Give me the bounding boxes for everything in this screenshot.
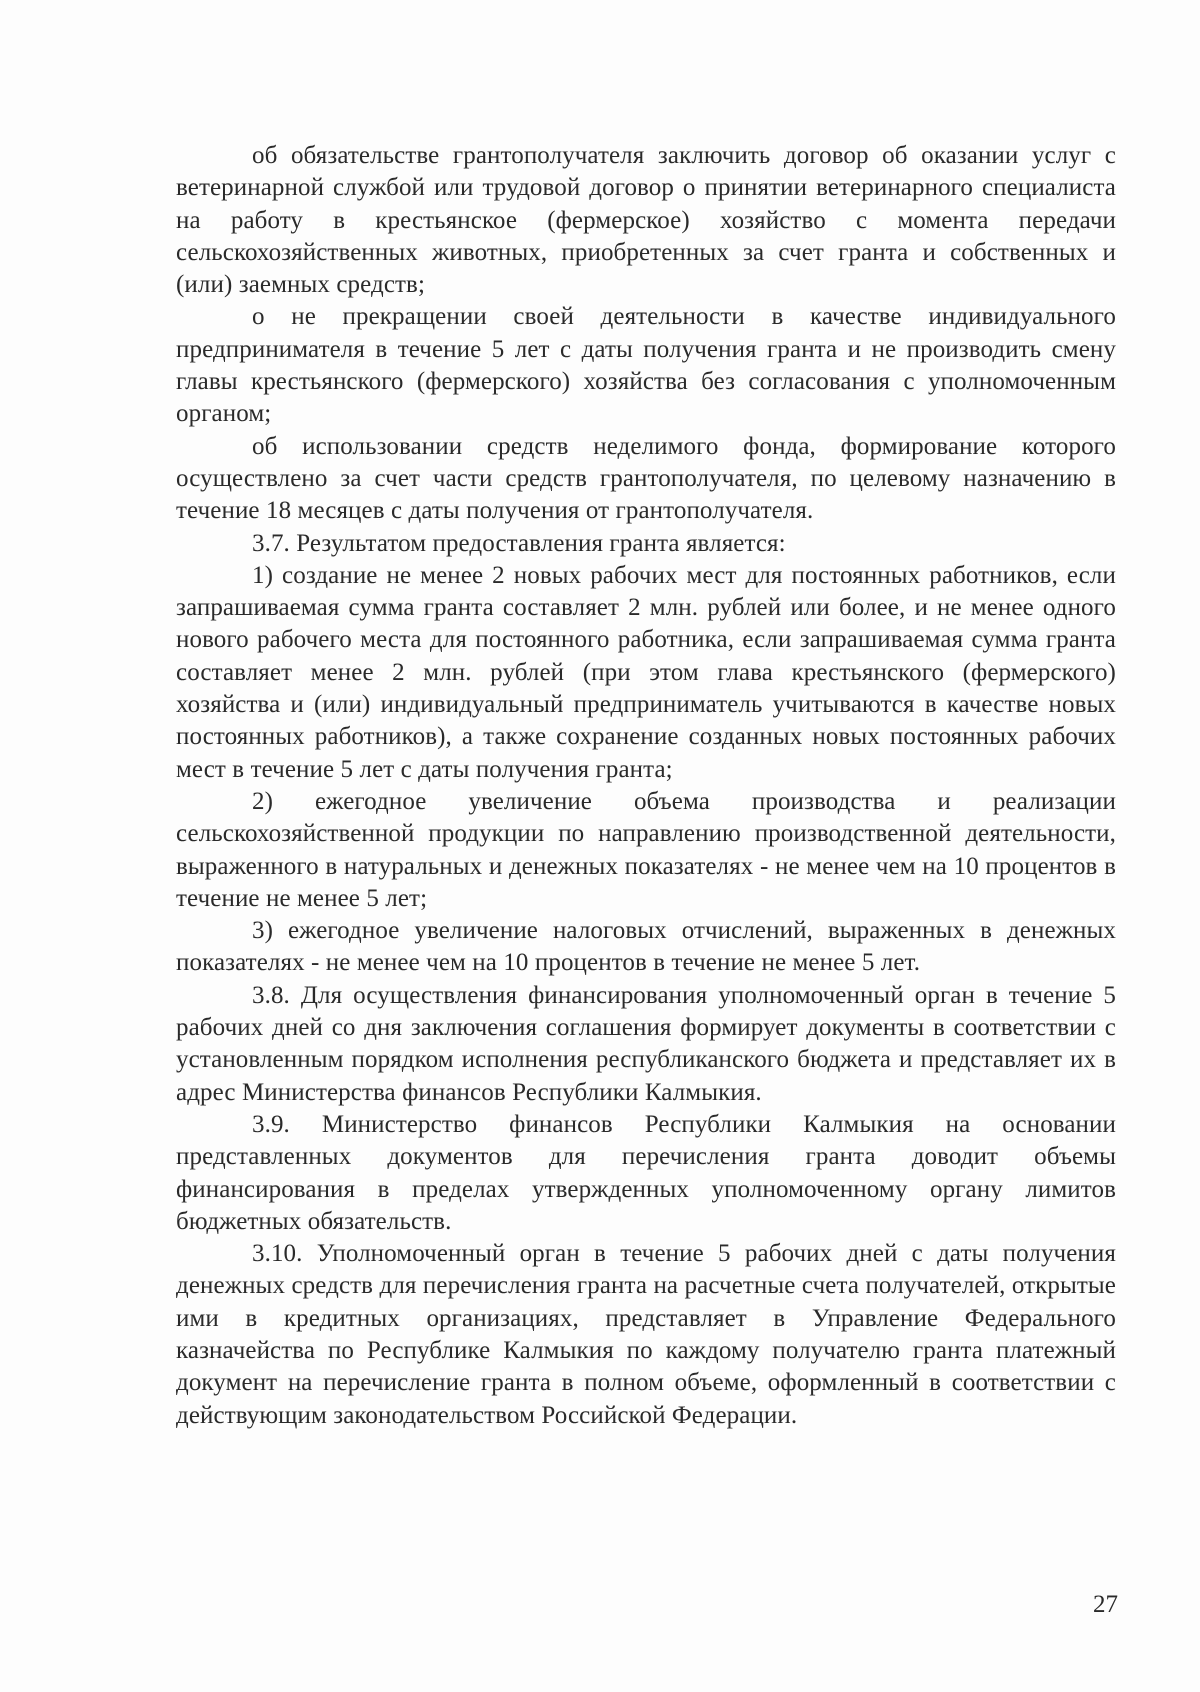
paragraph-3-7-heading: 3.7. Результатом предоставления гранта является: [252, 529, 786, 557]
paragraph-3-7-item-3: 3) ежегодное увеличение налоговых отчислений, выраженных в денежных показателях - не менее чем на 10 процентов в течение не менее 5 лет. [176, 917, 1116, 977]
paragraph-3-8: 3.8. Для осуществления финансирования уполномоченный орган в течение 5 рабочих дней со дня заключения соглашения формирует документы в соответствии с установленным порядком исполнения республиканского бюджета и представляет их в адрес Министерства финансов Республики Калмыкия. [176, 981, 1116, 1106]
paragraph-3-7-item-1: 1) создание не менее 2 новых рабочих мест для постоянных работников, если запрашиваемая сумма гранта составляет 2 млн. рублей или более, и не менее одного нового рабочего места для постоянного работника, если запрашиваемая сумма гранта составляет менее 2 млн. рублей (при этом глава крестьянского (фермерского) хозяйства и (или) индивидуальный предприниматель учитываются в качестве новых постоянных работников), а также сохранение созданных новых постоянных рабочих мест в течение 5 лет с даты получения гранта; [176, 561, 1116, 783]
paragraph-3-10: 3.10. Уполномоченный орган в течение 5 рабочих дней с даты получения денежных средств для перечисления гранта на расчетные счета получателей, открытые ими в кредитных организациях, представляет в Управление Федерального казначейства по Республике Калмыкия по каждому получателю гранта платежный документ на перечисление гранта в полном объеме, оформленный в соответствии с действующим законодательством Российской Федерации. [176, 1240, 1116, 1429]
document-body [176, 140, 1116, 1432]
paragraph-obligation-vet-contract: об обязательстве грантополучателя заключить договор об оказании услуг с ветеринарной службой или трудовой договор о принятии ветеринарного специалиста на работу в крестьянское (фермерское) хозяйство с момента передачи сельскохозяйственных животных, приобретенных за счет гранта и собственных и (или) заемных средств; [176, 142, 1116, 299]
page-number: 27 [1093, 1591, 1118, 1618]
paragraph-3-7-item-2: 2) ежегодное увеличение объема производства и реализации сельскохозяйственной продукции по направлению производственной деятельности, выраженного в натуральных и денежных показателях - не менее чем на 10 процентов в течение не менее 5 лет; [176, 787, 1116, 912]
paragraph-obligation-indivisible-fund: об использовании средств неделимого фонда, формирование которого осуществлено за счет части средств грантополучателя, по целевому назначению в течение 18 месяцев с даты получения от грантополучателя. [176, 432, 1116, 525]
paragraph-obligation-no-termination: о не прекращении своей деятельности в качестве индивидуального предпринимателя в течение 5 лет с даты получения гранта и не производить смену главы крестьянского (фермерского) хозяйства без согласования с уполномоченным органом; [176, 303, 1116, 428]
paragraph-3-9: 3.9. Министерство финансов Республики Калмыкия на основании представленных документов для перечисления гранта доводит объемы финансирования в пределах утвержденных уполномоченному органу лимитов бюджетных обязательств. [176, 1110, 1116, 1235]
